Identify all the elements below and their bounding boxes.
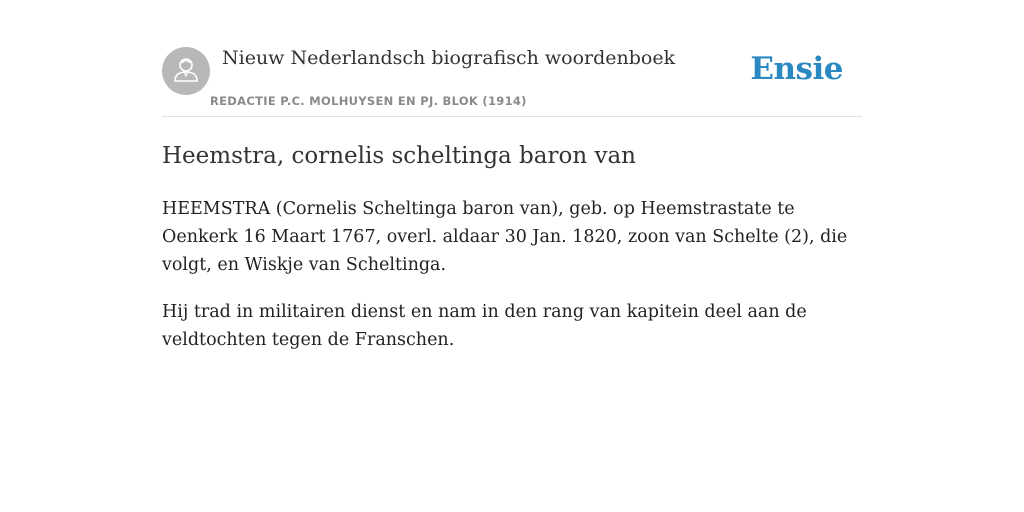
source-header <box>162 47 862 117</box>
page <box>162 0 862 354</box>
avatar <box>162 47 210 95</box>
entry-paragraph: HEEMSTRA (Cornelis Scheltinga baron van), geb. op Heemstrastate te Oenkerk 16 Maart 1767, overl. aldaar 30 Jan. 1820, zoon van Schelte (2), die volgt, en Wiskje van Scheltinga. <box>162 199 848 275</box>
user-icon <box>171 54 201 88</box>
source-editors: REDACTIE P.C. MOLHUYSEN EN PJ. BLOK (1914) <box>210 94 527 108</box>
entry-title: Heemstra, cornelis scheltinga baron van <box>162 143 636 169</box>
entry-body <box>162 195 862 354</box>
ensie-logo[interactable]: Ensie <box>750 51 843 87</box>
entry-paragraph: Hij trad in militairen dienst en nam in den rang van kapitein deel aan de veldtochten tegen de Franschen. <box>162 302 807 350</box>
source-title[interactable]: Nieuw Nederlandsch biografisch woordenboek <box>222 47 676 69</box>
